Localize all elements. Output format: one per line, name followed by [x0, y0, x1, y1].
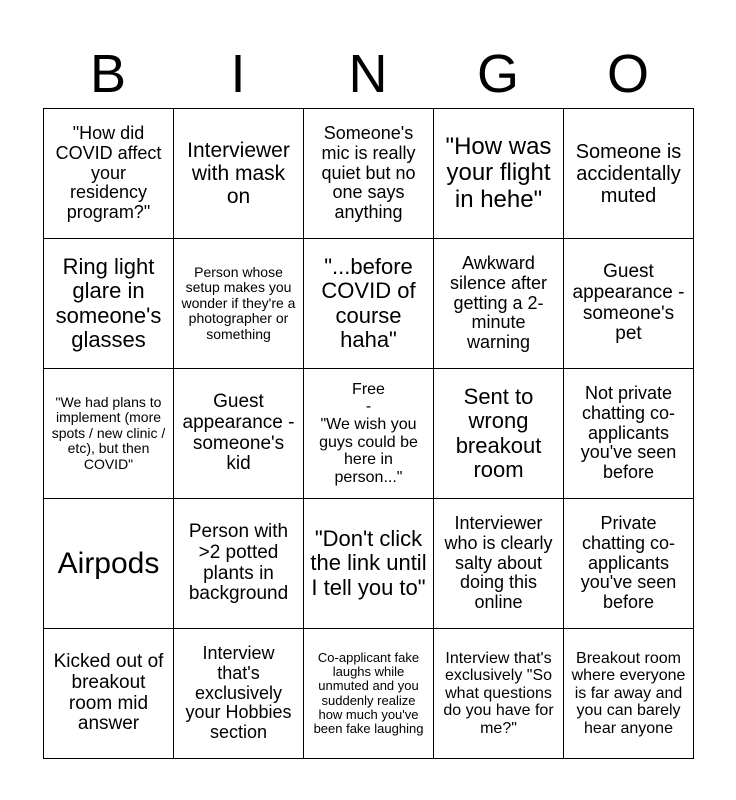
bingo-header	[43, 40, 693, 108]
header-letter-o: O	[606, 44, 649, 104]
board-row	[44, 109, 694, 239]
board-row	[44, 369, 694, 499]
bingo-cell[interactable]: Kicked out of breakout room mid answer	[44, 629, 174, 759]
header-letter-b: B	[89, 44, 127, 104]
bingo-cell[interactable]: "How did COVID affect your residency program?"	[44, 109, 174, 239]
bingo-cell[interactable]: Person whose setup makes you wonder if they're a photographer or something	[174, 239, 304, 369]
header-letter-i: I	[230, 44, 246, 104]
bingo-cell[interactable]: Not private chatting co-applicants you've seen before	[564, 369, 694, 499]
bingo-board	[43, 108, 694, 759]
bingo-cell[interactable]: Guest appearance - someone's kid	[174, 369, 304, 499]
board-row	[44, 499, 694, 629]
bingo-cell[interactable]: "...before COVID of course haha"	[304, 239, 434, 369]
bingo-cell[interactable]: Sent to wrong breakout room	[434, 369, 564, 499]
bingo-cell[interactable]: Private chatting co-applicants you've seen before	[564, 499, 694, 629]
board-row	[44, 239, 694, 369]
bingo-cell[interactable]: Co-applicant fake laughs while unmuted and you suddenly realize how much you've been fake laughing	[304, 629, 434, 759]
bingo-cell[interactable]: Airpods	[44, 499, 174, 629]
header-letter-g: G	[476, 44, 519, 104]
bingo-cell[interactable]: Someone is accidentally muted	[564, 109, 694, 239]
bingo-cell[interactable]: Ring light glare in someone's glasses	[44, 239, 174, 369]
bingo-cell[interactable]: Awkward silence after getting a 2-minute warning	[434, 239, 564, 369]
bingo-cell[interactable]: Someone's mic is really quiet but no one says anything	[304, 109, 434, 239]
bingo-cell[interactable]: "We had plans to implement (more spots / new clinic / etc), but then COVID"	[44, 369, 174, 499]
bingo-cell[interactable]: Breakout room where everyone is far away and you can barely hear anyone	[564, 629, 694, 759]
bingo-cell[interactable]: Guest appearance - someone's pet	[564, 239, 694, 369]
bingo-cell[interactable]: Interviewer with mask on	[174, 109, 304, 239]
bingo-cell[interactable]: Interview that's exclusively your Hobbies section	[174, 629, 304, 759]
board-row	[44, 629, 694, 759]
bingo-cell[interactable]: "Don't click the link until I tell you to"	[304, 499, 434, 629]
free-space-cell[interactable]: Free - "We wish you guys could be here in person..."	[304, 369, 434, 499]
bingo-cell[interactable]: Person with >2 potted plants in background	[174, 499, 304, 629]
header-letter-n: N	[348, 44, 388, 104]
bingo-cell[interactable]: Interviewer who is clearly salty about doing this online	[434, 499, 564, 629]
bingo-cell[interactable]: "How was your flight in hehe"	[434, 109, 564, 239]
bingo-cell[interactable]: Interview that's exclusively "So what questions do you have for me?"	[434, 629, 564, 759]
